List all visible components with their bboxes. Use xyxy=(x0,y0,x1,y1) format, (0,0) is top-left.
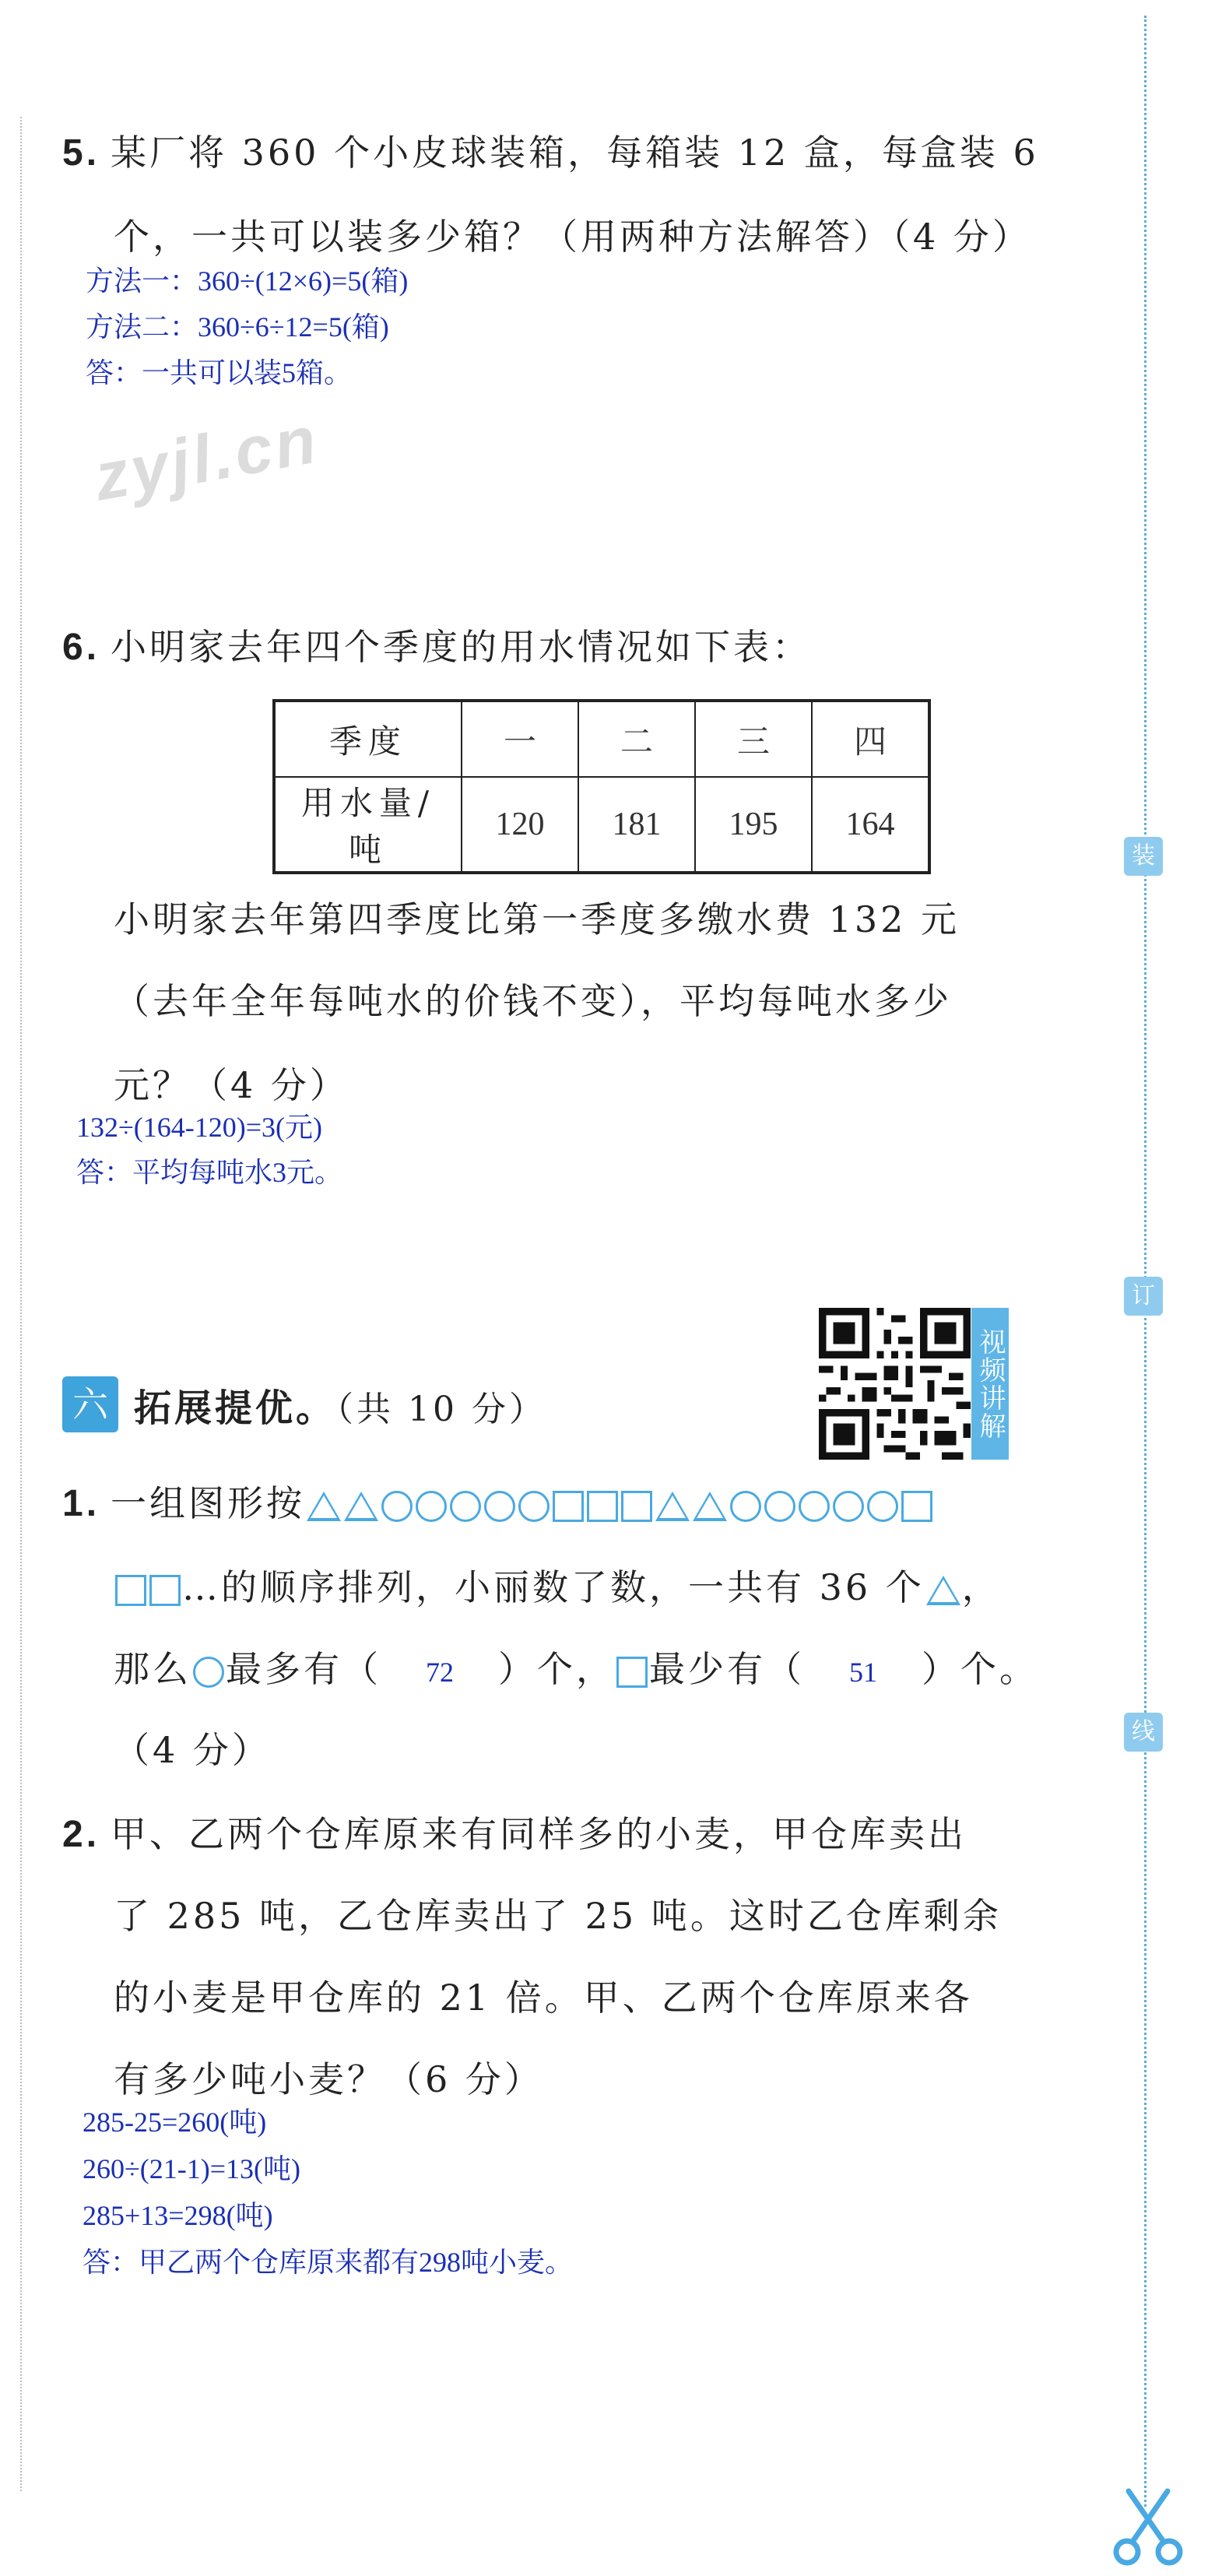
scissors-icon xyxy=(1105,2483,1191,2569)
triangle-icon xyxy=(307,1492,341,1521)
s1-line-2: …的顺序排列，小丽数了数，一共有 36 个 ， xyxy=(114,1559,1001,1611)
q6-line-1: 小明家去年第四季度比第一季度多缴水费 132 元 xyxy=(114,898,960,940)
table-cell: 二 xyxy=(578,701,695,777)
s2-answer-4: 答：甲乙两个仓库原来都有298吨小麦。 xyxy=(83,2247,574,2278)
cut-line xyxy=(1144,16,1147,2507)
table-cell: 195 xyxy=(695,777,812,873)
s1-line-3-e: ）个。 xyxy=(922,1648,1038,1690)
s2-line-1 xyxy=(62,1806,967,1857)
s1-prefix: 一组图形按 xyxy=(111,1482,306,1524)
section-badge: 六 xyxy=(62,1376,118,1432)
circle-icon xyxy=(867,1491,898,1522)
q5-number: 5. xyxy=(62,132,100,174)
square-icon xyxy=(553,1491,584,1522)
s1-line-3-c: ）个， xyxy=(498,1648,615,1690)
triangle-icon xyxy=(693,1492,727,1521)
q5-answer-3: 答：一共可以装5箱。 xyxy=(86,357,353,388)
s1-number: 1. xyxy=(62,1483,100,1524)
square-icon xyxy=(901,1491,932,1522)
s2-number: 2. xyxy=(62,1814,100,1855)
table-cell: 三 xyxy=(695,701,812,777)
table-cell: 用水量/吨 xyxy=(274,777,462,873)
table-cell: 164 xyxy=(812,777,929,873)
s2-text-1: 甲、乙两个仓库原来有同样多的小麦，甲仓库卖出 xyxy=(111,1813,967,1855)
table-cell: 120 xyxy=(462,777,578,873)
left-margin-rule xyxy=(20,117,22,2491)
square-icon xyxy=(621,1491,652,1522)
q6-answer-2: 答：平均每吨水3元。 xyxy=(76,1157,343,1188)
table-cell: 季度 xyxy=(274,701,462,777)
s1-line-2-text: …的顺序排列，小丽数了数，一共有 36 个 xyxy=(182,1566,925,1608)
q6-line-2: （去年全年每吨水的价钱不变），平均每吨水多少 xyxy=(114,980,952,1022)
triangle-icon xyxy=(655,1492,690,1521)
q5-answer-1: 方法一：360÷(12×6)=5(箱) xyxy=(86,265,409,297)
section-points: （共 10 分） xyxy=(336,1390,546,1429)
circle-icon xyxy=(799,1491,830,1522)
water-usage-table xyxy=(272,699,931,874)
s1-line-3-d: 最少有（ xyxy=(649,1648,805,1690)
s1-line-4: （4 分） xyxy=(114,1729,271,1771)
s2-answer-3: 285+13=298(吨) xyxy=(83,2200,273,2231)
s2-answer-2: 260÷(21-1)=13(吨) xyxy=(83,2153,301,2184)
q5-line-1 xyxy=(62,125,1039,176)
table-row xyxy=(274,777,929,873)
s1-line-3 xyxy=(114,1641,1038,1692)
triangle-icon xyxy=(344,1492,378,1521)
cut-label-xian: 线 xyxy=(1124,1713,1163,1752)
table-header-row xyxy=(274,701,929,777)
watermark: zyjl.cn xyxy=(88,402,325,515)
circle-icon xyxy=(764,1491,795,1522)
qr-video-label[interactable]: 视频讲解 xyxy=(971,1308,1009,1460)
square-icon xyxy=(115,1575,146,1606)
triangle-icon xyxy=(926,1576,960,1605)
circle-icon xyxy=(381,1491,413,1522)
q5-answer-2: 方法二：360÷6÷12=5(箱) xyxy=(86,311,389,343)
square-icon xyxy=(149,1575,181,1606)
s1-blank-circle-count[interactable]: 72 xyxy=(426,1657,454,1688)
circle-icon xyxy=(193,1657,224,1688)
table-cell: 一 xyxy=(462,701,578,777)
s1-blank-square-count[interactable]: 51 xyxy=(849,1657,877,1688)
cut-label-ding: 订 xyxy=(1124,1277,1163,1316)
circle-icon xyxy=(833,1491,864,1522)
s1-line-3-b: 最多有（ xyxy=(226,1648,381,1690)
s1-line-1 xyxy=(62,1475,934,1527)
circle-icon xyxy=(416,1491,447,1522)
circle-icon xyxy=(730,1491,761,1522)
cut-label-zhuang: 装 xyxy=(1124,837,1163,876)
q6-intro-text: 小明家去年四个季度的用水情况如下表： xyxy=(111,626,812,668)
table-cell: 四 xyxy=(812,701,929,777)
q6-line-intro xyxy=(62,619,811,670)
s2-line-4: 有多少吨小麦？（6 分） xyxy=(114,2058,543,2100)
qr-code-icon[interactable] xyxy=(819,1308,971,1460)
q6-number: 6. xyxy=(62,627,100,668)
table-cell: 181 xyxy=(578,777,695,873)
q6-answer-1: 132÷(164-120)=3(元) xyxy=(76,1112,323,1143)
s1-line-3-a: 那么 xyxy=(114,1648,191,1690)
q5-text-1: 某厂将 360 个小皮球装箱，每箱装 12 盒，每盒装 6 xyxy=(111,132,1039,174)
circle-icon xyxy=(450,1491,481,1522)
section-title-text: 拓展提优。 xyxy=(134,1386,337,1430)
square-icon xyxy=(616,1657,648,1688)
square-icon xyxy=(587,1491,618,1522)
s2-line-2: 了 285 吨，乙仓库卖出了 25 吨。这时乙仓库剩余 xyxy=(114,1895,1002,1937)
q6-line-3: 元？（4 分） xyxy=(114,1064,349,1106)
circle-icon xyxy=(484,1491,515,1522)
q5-line-2: 个，一共可以装多少箱？（用两种方法解答）（4 分） xyxy=(114,216,1031,258)
s2-line-3: 的小麦是甲仓库的 21 倍。甲、乙两个仓库原来各 xyxy=(114,1977,973,2019)
section-title xyxy=(134,1378,546,1432)
s2-answer-1: 285-25=260(吨) xyxy=(83,2107,267,2138)
circle-icon xyxy=(518,1491,550,1522)
